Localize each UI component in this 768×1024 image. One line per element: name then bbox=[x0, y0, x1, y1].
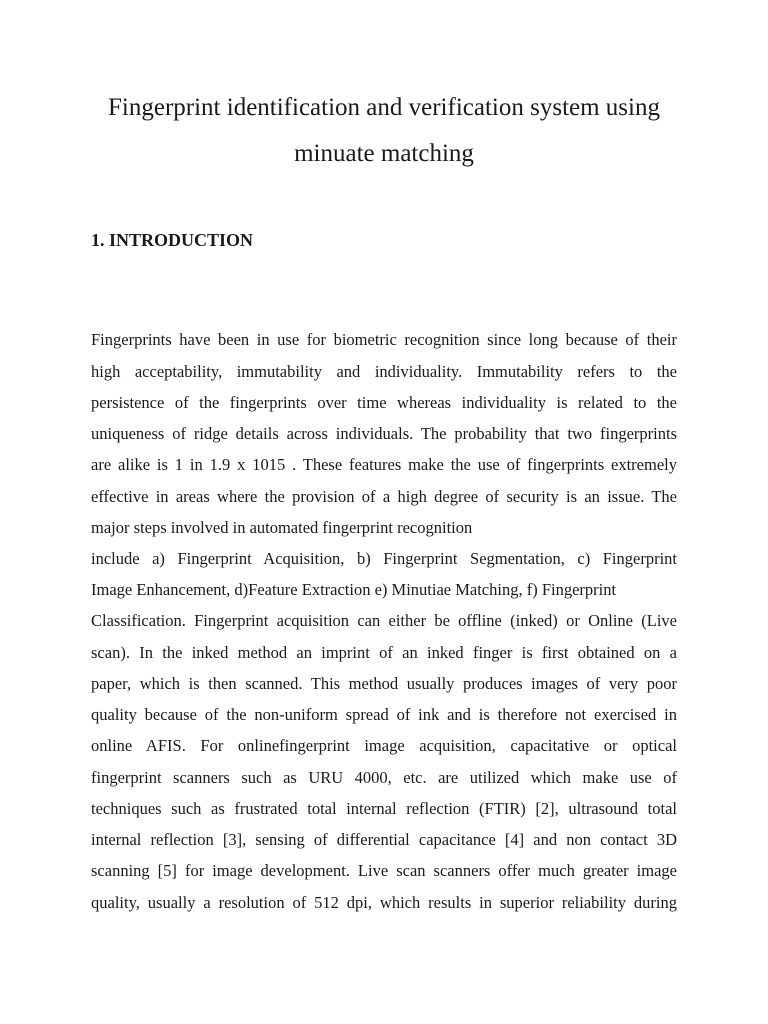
body-line: Fingerprints have been in use for biometric recognition since long because of their bbox=[91, 330, 677, 349]
body-line: Classification. Fingerprint acquisition can either be offline (inked) or Online (Live bbox=[91, 611, 677, 630]
body-line: paper, which is then scanned. This method usually produces images of very poor bbox=[91, 674, 677, 693]
body-line: techniques such as frustrated total internal reflection (FTIR) [2], ultrasound total bbox=[91, 799, 677, 818]
body-line: quality, usually a resolution of 512 dpi, which results in superior reliability during bbox=[91, 893, 677, 912]
document-title-line-2: minuate matching bbox=[294, 140, 474, 167]
body-line: quality because of the non-uniform spread of ink and is therefore not exercised in bbox=[91, 705, 677, 724]
document-title-line-1: Fingerprint identification and verification system using bbox=[108, 94, 660, 121]
body-line: uniqueness of ridge details across individuals. The probability that two fingerprints bbox=[91, 424, 677, 443]
section-heading: 1. INTRODUCTION bbox=[91, 230, 254, 250]
body-line: are alike is 1 in 1.9 x 1015 . These features make the use of fingerprints extremely bbox=[91, 455, 677, 474]
body-line: persistence of the fingerprints over time whereas individuality is related to the bbox=[91, 393, 677, 412]
body-line: scan). In the inked method an imprint of an inked finger is first obtained on a bbox=[91, 643, 677, 662]
body-line: online AFIS. For onlinefingerprint image acquisition, capacitative or optical bbox=[91, 736, 677, 755]
body-line: Image Enhancement, d)Feature Extraction e) Minutiae Matching, f) Fingerprint bbox=[91, 580, 617, 599]
body-line: scanning [5] for image development. Live scan scanners offer much greater image bbox=[91, 861, 677, 880]
body-line: effective in areas where the provision of a high degree of security is an issue. The bbox=[91, 487, 677, 506]
body-line: internal reflection [3], sensing of differential capacitance [4] and non contact 3D bbox=[91, 830, 677, 849]
body-line: include a) Fingerprint Acquisition, b) Fingerprint Segmentation, c) Fingerprint bbox=[91, 549, 677, 568]
body-line: fingerprint scanners such as URU 4000, etc. are utilized which make use of bbox=[91, 768, 677, 787]
body-line: high acceptability, immutability and individuality. Immutability refers to the bbox=[91, 362, 677, 381]
body-line: major steps involved in automated fingerprint recognition bbox=[91, 518, 473, 537]
